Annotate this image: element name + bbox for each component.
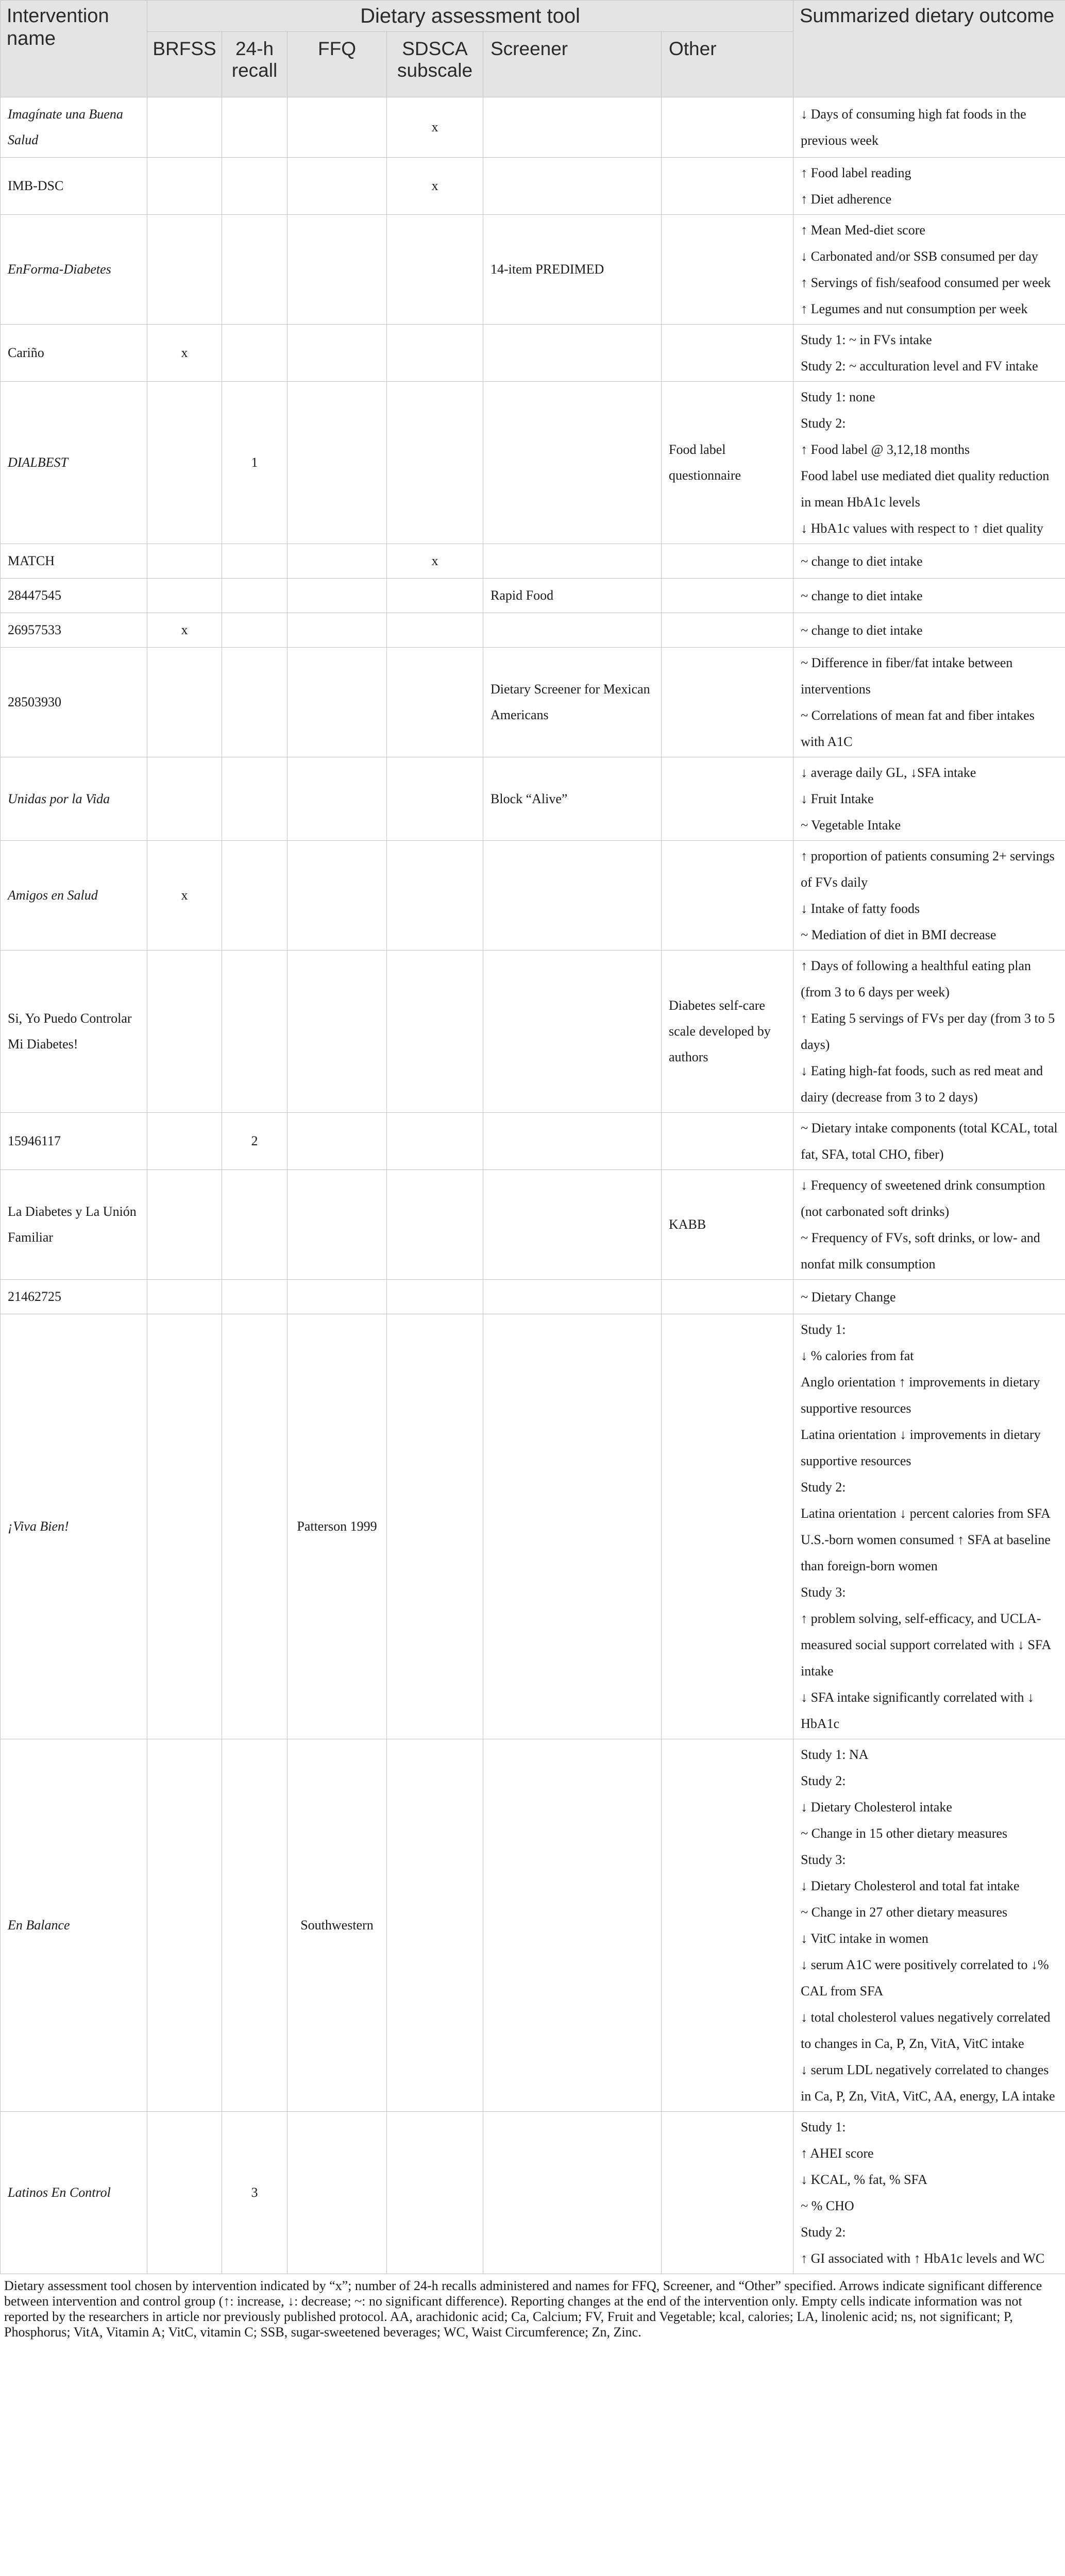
cell-summarized-outcome <box>793 1170 1065 1280</box>
cell-24h-recall <box>222 579 288 613</box>
cell-screener: Block “Alive” <box>483 757 662 841</box>
cell-other <box>662 325 793 382</box>
outcome-line: Anglo orientation ↑ improvements in dietary supportive resources <box>801 1375 1040 1416</box>
outcome-line: ↓ average daily GL, ↓SFA intake <box>801 765 976 780</box>
cell-24h-recall <box>222 648 288 757</box>
table-row <box>1 613 1065 648</box>
cell-sdsca <box>387 1113 483 1170</box>
cell-brfss <box>147 158 222 215</box>
cell-24h-recall <box>222 1280 288 1314</box>
cell-screener <box>483 1170 662 1280</box>
cell-ffq <box>288 97 387 158</box>
outcome-line: ↑ Days of following a healthful eating plan (from 3 to 6 days per week) <box>801 958 1032 999</box>
cell-intervention-name: 26957533 <box>1 613 147 648</box>
cell-brfss: x <box>147 613 222 648</box>
cell-screener: Dietary Screener for Mexican Americans <box>483 648 662 757</box>
cell-intervention-name: La Diabetes y La Unión Familiar <box>1 1170 147 1280</box>
cell-24h-recall <box>222 1739 288 2112</box>
outcome-line: ↓ Carbonated and/or SSB consumed per day <box>801 249 1038 264</box>
outcome-line: ↓ HbA1c values with respect to ↑ diet quality <box>801 521 1043 536</box>
cell-sdsca <box>387 1280 483 1314</box>
cell-ffq <box>288 158 387 215</box>
cell-24h-recall <box>222 97 288 158</box>
outcome-line: Study 1: none <box>801 389 875 404</box>
cell-ffq: Southwestern <box>288 1739 387 2112</box>
outcome-line: ↑ Legumes and nut consumption per week <box>801 301 1028 316</box>
cell-screener <box>483 1739 662 2112</box>
cell-intervention-name: Amigos en Salud <box>1 841 147 951</box>
outcome-line: ~ Dietary Change <box>801 1289 896 1304</box>
cell-sdsca <box>387 757 483 841</box>
cell-brfss <box>147 648 222 757</box>
cell-screener <box>483 97 662 158</box>
cell-other <box>662 757 793 841</box>
table-row <box>1 1170 1065 1280</box>
outcome-line: ~ change to diet intake <box>801 553 923 569</box>
outcome-line: ~ Dietary intake components (total KCAL, total fat, SFA, total CHO, fiber) <box>801 1121 1058 1162</box>
table-row <box>1 158 1065 215</box>
outcome-line: ↓ % calories from fat <box>801 1348 914 1363</box>
outcome-line: ↓ Dietary Cholesterol and total fat intake <box>801 1878 1020 1893</box>
cell-ffq <box>288 1170 387 1280</box>
outcome-line: ↓ Intake of fatty foods <box>801 901 920 916</box>
outcome-line: Study 2: <box>801 2225 846 2240</box>
table-body <box>1 97 1065 2274</box>
cell-summarized-outcome <box>793 382 1065 544</box>
cell-screener <box>483 544 662 579</box>
outcome-line: ~ % CHO <box>801 2198 854 2213</box>
cell-24h-recall <box>222 1314 288 1739</box>
cell-intervention-name: Latinos En Control <box>1 2112 147 2274</box>
cell-brfss <box>147 544 222 579</box>
outcome-line: ↑ Diet adherence <box>801 192 892 207</box>
cell-summarized-outcome <box>793 544 1065 579</box>
cell-other <box>662 544 793 579</box>
cell-other: Food label questionnaire <box>662 382 793 544</box>
outcome-line: U.S.-born women consumed ↑ SFA at baseline than foreign-born women <box>801 1532 1051 1573</box>
header-ffq: FFQ <box>288 32 387 97</box>
cell-screener <box>483 951 662 1113</box>
cell-sdsca <box>387 951 483 1113</box>
cell-summarized-outcome <box>793 1739 1065 2112</box>
cell-other: KABB <box>662 1170 793 1280</box>
cell-summarized-outcome <box>793 579 1065 613</box>
header-screener: Screener <box>483 32 662 97</box>
cell-ffq: Patterson 1999 <box>288 1314 387 1739</box>
cell-24h-recall <box>222 613 288 648</box>
cell-summarized-outcome <box>793 1280 1065 1314</box>
outcome-line: ↑ Servings of fish/seafood consumed per week <box>801 275 1051 290</box>
outcome-line: Study 3: <box>801 1852 846 1867</box>
cell-screener <box>483 1113 662 1170</box>
cell-sdsca <box>387 215 483 325</box>
table-row <box>1 1314 1065 1739</box>
header-brfss: BRFSS <box>147 32 222 97</box>
cell-ffq <box>288 1280 387 1314</box>
cell-screener: 14-item PREDIMED <box>483 215 662 325</box>
cell-intervention-name: En Balance <box>1 1739 147 2112</box>
cell-sdsca <box>387 1170 483 1280</box>
outcome-line: ↑ Eating 5 servings of FVs per day (from 3 to 5 days) <box>801 1011 1055 1052</box>
cell-other <box>662 1739 793 2112</box>
cell-brfss <box>147 382 222 544</box>
outcome-line: ↑ Food label reading <box>801 165 911 180</box>
cell-intervention-name: Cariño <box>1 325 147 382</box>
outcome-line: Study 1: ~ in FVs intake <box>801 332 932 347</box>
table-row <box>1 1280 1065 1314</box>
cell-sdsca: x <box>387 158 483 215</box>
cell-summarized-outcome <box>793 97 1065 158</box>
table-row <box>1 215 1065 325</box>
outcome-line: ↓ serum LDL negatively correlated to changes in Ca, P, Zn, VitA, VitC, AA, energy, LA intake <box>801 2062 1055 2104</box>
outcome-line: ↓ KCAL, % fat, % SFA <box>801 2172 927 2187</box>
cell-ffq <box>288 757 387 841</box>
table-row <box>1 579 1065 613</box>
cell-other <box>662 97 793 158</box>
cell-sdsca <box>387 382 483 544</box>
outcome-line: ~ Mediation of diet in BMI decrease <box>801 927 996 942</box>
cell-ffq <box>288 841 387 951</box>
cell-screener <box>483 2112 662 2274</box>
outcome-line: ↓ VitC intake in women <box>801 1931 928 1946</box>
cell-ffq <box>288 544 387 579</box>
table-row <box>1 1739 1065 2112</box>
cell-other <box>662 1113 793 1170</box>
cell-24h-recall: 2 <box>222 1113 288 1170</box>
table-footnote: Dietary assessment tool chosen by intervention indicated by “x”; number of 24-h recalls administered and names for FFQ, Screener, and “Other” specified. Arrows indicate significant difference between intervention and control group (↑: increase, ↓: decrease; ~: no significant difference). Reporting changes at the end of the intervention only. Empty cells indicate information was not reported by the researchers in article nor previously published protocol. AA, arachidonic acid; Ca, Calcium; FV, Fruit and Vegetable; kcal, calories; LA, linolenic acid; ns, not significant; P, Phosphorus; VitA, Vitamin A; VitC, vitamin C; SSB, sugar-sweetened beverages; WC, Waist Circumference; Zn, Zinc. <box>4 2278 1042 2340</box>
outcome-line: ↑ Food label @ 3,12,18 months <box>801 442 970 457</box>
cell-sdsca: x <box>387 544 483 579</box>
cell-sdsca <box>387 648 483 757</box>
cell-intervention-name: 21462725 <box>1 1280 147 1314</box>
outcome-line: ↑ problem solving, self-efficacy, and UCLA-measured social support correlated with ↓ SFA intake <box>801 1611 1051 1679</box>
cell-summarized-outcome <box>793 1113 1065 1170</box>
table-row <box>1 648 1065 757</box>
table-header <box>1 1 1065 97</box>
table-row <box>1 2112 1065 2274</box>
outcome-line: ~ Frequency of FVs, soft drinks, or low- and nonfat milk consumption <box>801 1230 1040 1272</box>
outcome-line: Study 1: <box>801 1322 846 1337</box>
cell-other <box>662 1280 793 1314</box>
cell-24h-recall <box>222 325 288 382</box>
cell-intervention-name: IMB-DSC <box>1 158 147 215</box>
cell-sdsca <box>387 841 483 951</box>
outcome-line: ↑ GI associated with ↑ HbA1c levels and WC <box>801 2251 1045 2266</box>
cell-summarized-outcome <box>793 2112 1065 2274</box>
cell-intervention-name: 28503930 <box>1 648 147 757</box>
cell-sdsca <box>387 1314 483 1739</box>
cell-ffq <box>288 2112 387 2274</box>
cell-brfss <box>147 1170 222 1280</box>
cell-summarized-outcome <box>793 951 1065 1113</box>
cell-other: Diabetes self-care scale developed by authors <box>662 951 793 1113</box>
cell-24h-recall <box>222 1170 288 1280</box>
cell-ffq <box>288 579 387 613</box>
cell-brfss <box>147 1113 222 1170</box>
cell-summarized-outcome <box>793 158 1065 215</box>
cell-screener <box>483 613 662 648</box>
header-dietary-assessment-tool: Dietary assessment tool <box>147 1 793 32</box>
cell-brfss <box>147 579 222 613</box>
table-row <box>1 841 1065 951</box>
header-other: Other <box>662 32 793 97</box>
cell-24h-recall <box>222 544 288 579</box>
cell-sdsca <box>387 325 483 382</box>
cell-other <box>662 648 793 757</box>
table-row <box>1 757 1065 841</box>
outcome-line: ↑ proportion of patients consuming 2+ servings of FVs daily <box>801 849 1055 890</box>
cell-brfss: x <box>147 325 222 382</box>
cell-ffq <box>288 382 387 544</box>
outcome-line: ~ Vegetable Intake <box>801 818 901 833</box>
cell-other <box>662 158 793 215</box>
outcome-line: ↓ SFA intake significantly correlated with ↓ HbA1c <box>801 1690 1035 1731</box>
outcome-line: ↓ Dietary Cholesterol intake <box>801 1800 952 1815</box>
cell-summarized-outcome <box>793 841 1065 951</box>
table-row <box>1 544 1065 579</box>
cell-screener <box>483 841 662 951</box>
outcome-line: ↓ serum A1C were positively correlated to ↓% CAL from SFA <box>801 1957 1049 1998</box>
cell-ffq <box>288 648 387 757</box>
cell-24h-recall <box>222 215 288 325</box>
outcome-line: Latina orientation ↓ improvements in dietary supportive resources <box>801 1427 1041 1468</box>
cell-brfss <box>147 951 222 1113</box>
outcome-line: ↓ Days of consuming high fat foods in the previous week <box>801 107 1026 148</box>
cell-summarized-outcome <box>793 325 1065 382</box>
table-row <box>1 951 1065 1113</box>
outcome-line: Latina orientation ↓ percent calories from SFA <box>801 1506 1051 1521</box>
outcome-line: ~ Change in 27 other dietary measures <box>801 1905 1008 1920</box>
cell-other <box>662 215 793 325</box>
cell-sdsca: x <box>387 97 483 158</box>
cell-intervention-name: EnForma-Diabetes <box>1 215 147 325</box>
cell-screener <box>483 382 662 544</box>
outcome-line: Study 3: <box>801 1585 846 1600</box>
outcome-line: Study 2: ~ acculturation level and FV intake <box>801 359 1038 374</box>
cell-ffq <box>288 951 387 1113</box>
outcome-line: Study 2: <box>801 416 846 431</box>
cell-summarized-outcome <box>793 215 1065 325</box>
cell-24h-recall <box>222 951 288 1113</box>
header-24h-recall: 24-h recall <box>222 32 288 97</box>
cell-other <box>662 841 793 951</box>
cell-sdsca <box>387 1739 483 2112</box>
outcome-line: Study 2: <box>801 1480 846 1495</box>
outcome-line: ↑ AHEI score <box>801 2146 874 2161</box>
outcome-line: Food label use mediated diet quality reduction in mean HbA1c levels <box>801 468 1050 510</box>
header-intervention-name: Intervention name <box>1 1 147 97</box>
table-row <box>1 382 1065 544</box>
cell-other <box>662 579 793 613</box>
cell-ffq <box>288 215 387 325</box>
cell-brfss <box>147 757 222 841</box>
outcome-line: ↓ Fruit Intake <box>801 791 874 806</box>
cell-other <box>662 613 793 648</box>
cell-intervention-name: ¡Viva Bien! <box>1 1314 147 1739</box>
cell-intervention-name: DIALBEST <box>1 382 147 544</box>
header-sdsca: SDSCA subscale <box>387 32 483 97</box>
cell-screener: Rapid Food <box>483 579 662 613</box>
outcome-line: ~ Change in 15 other dietary measures <box>801 1826 1008 1841</box>
cell-summarized-outcome <box>793 648 1065 757</box>
outcome-line: Study 1: <box>801 2120 846 2134</box>
cell-ffq <box>288 325 387 382</box>
outcome-line: ↓ Eating high-fat foods, such as red meat and dairy (decrease from 3 to 2 days) <box>801 1063 1043 1105</box>
cell-intervention-name: MATCH <box>1 544 147 579</box>
cell-24h-recall <box>222 158 288 215</box>
cell-intervention-name: 28447545 <box>1 579 147 613</box>
cell-other <box>662 1314 793 1739</box>
cell-summarized-outcome <box>793 1314 1065 1739</box>
outcome-line: ~ change to diet intake <box>801 588 923 603</box>
cell-brfss <box>147 1314 222 1739</box>
cell-24h-recall: 3 <box>222 2112 288 2274</box>
cell-screener <box>483 1280 662 1314</box>
outcome-line: Study 1: NA <box>801 1747 869 1762</box>
cell-brfss <box>147 1739 222 2112</box>
cell-brfss <box>147 97 222 158</box>
cell-screener <box>483 325 662 382</box>
cell-brfss <box>147 2112 222 2274</box>
cell-intervention-name: Si, Yo Puedo Controlar Mi Diabetes! <box>1 951 147 1113</box>
outcome-line: Study 2: <box>801 1773 846 1788</box>
cell-summarized-outcome <box>793 757 1065 841</box>
cell-screener <box>483 1314 662 1739</box>
outcome-line: ~ change to diet intake <box>801 622 923 638</box>
cell-24h-recall <box>222 841 288 951</box>
table-row <box>1 1113 1065 1170</box>
outcome-line: ~ Correlations of mean fat and fiber intakes with A1C <box>801 708 1035 749</box>
cell-ffq <box>288 1113 387 1170</box>
cell-sdsca <box>387 2112 483 2274</box>
cell-intervention-name: Imagínate una Buena Salud <box>1 97 147 158</box>
outcome-line: ~ Difference in fiber/fat intake between interventions <box>801 655 1013 697</box>
cell-brfss <box>147 1280 222 1314</box>
cell-intervention-name: 15946117 <box>1 1113 147 1170</box>
cell-sdsca <box>387 579 483 613</box>
cell-sdsca <box>387 613 483 648</box>
header-summarized-outcome: Summarized dietary outcome <box>793 1 1065 97</box>
cell-24h-recall <box>222 757 288 841</box>
cell-other <box>662 2112 793 2274</box>
cell-24h-recall: 1 <box>222 382 288 544</box>
table-row <box>1 97 1065 158</box>
table-row <box>1 325 1065 382</box>
cell-screener <box>483 158 662 215</box>
cell-summarized-outcome <box>793 613 1065 648</box>
outcome-line: ↓ total cholesterol values negatively correlated to changes in Ca, P, Zn, VitA, VitC intake <box>801 2010 1051 2051</box>
cell-intervention-name: Unidas por la Vida <box>1 757 147 841</box>
outcome-line: ↑ Mean Med-diet score <box>801 223 925 238</box>
cell-brfss <box>147 215 222 325</box>
outcome-line: ↓ Frequency of sweetened drink consumption (not carbonated soft drinks) <box>801 1178 1045 1219</box>
cell-ffq <box>288 613 387 648</box>
cell-brfss: x <box>147 841 222 951</box>
